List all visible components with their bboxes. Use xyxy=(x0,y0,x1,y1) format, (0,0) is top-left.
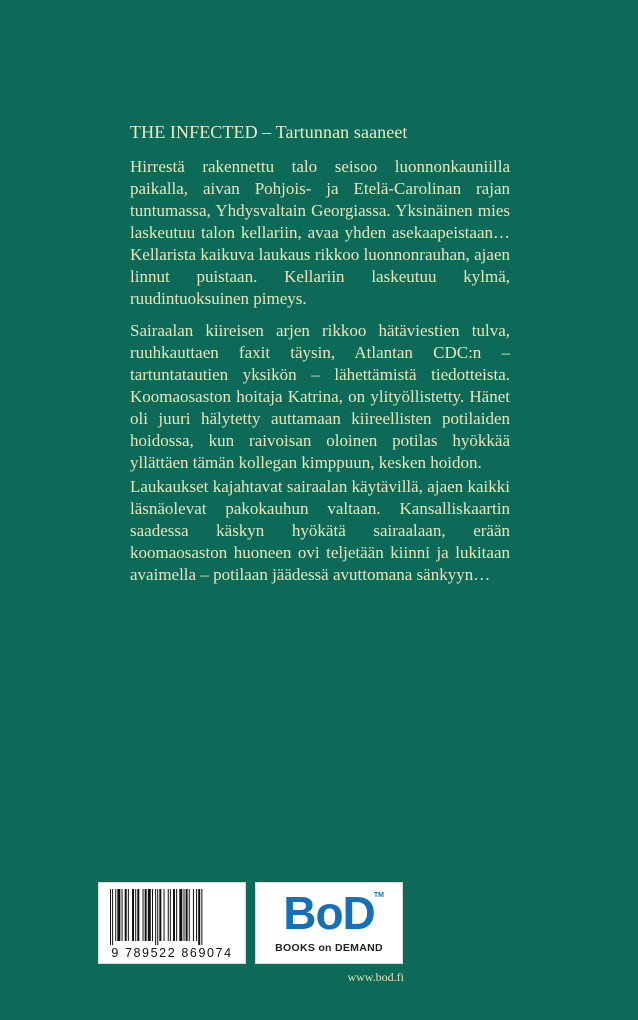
barcode-bar xyxy=(117,889,120,941)
barcode-bar xyxy=(176,889,177,941)
barcode-bar xyxy=(148,889,151,941)
barcode-bar xyxy=(170,889,171,941)
barcode-bar xyxy=(198,889,200,945)
barcode-bar xyxy=(201,889,202,945)
barcode-bar xyxy=(137,889,139,941)
publisher-tagline: BOOKS on DEMAND xyxy=(275,942,383,954)
barcode-bars xyxy=(108,889,238,945)
barcode-bar xyxy=(110,889,111,945)
barcode-bar xyxy=(128,889,129,941)
barcode-bar xyxy=(159,889,161,941)
barcode-bar xyxy=(115,889,116,941)
barcode-bar xyxy=(135,889,136,941)
barcode-bar xyxy=(122,889,123,941)
barcode-bar xyxy=(193,889,194,941)
book-title: THE INFECTED – Tartunnan saaneet xyxy=(130,122,408,142)
blurb-paragraph-2: Sairaalan kiireisen arjen rikkoo hätäviestien tulva, ruuhkauttaen faxit täysin, Atlantan CDC:n – tartuntatautien yksikön – lähettämistä tiedotteista. Koomaosaston hoitaja Katrina, on ylityöllistetty. Hänet oli juuri hälytetty auttamaan kiireellisten potilaiden hoidossa, kun raivoisan oloinen potilas hyökkää yllättäen tämän kollegan kimppuun, kesken hoidon. xyxy=(130,321,510,472)
barcode-bar xyxy=(186,889,188,941)
barcode-bar xyxy=(152,889,153,941)
barcode-bar xyxy=(125,889,127,941)
barcode-bar xyxy=(155,889,156,945)
barcode-bar xyxy=(157,889,158,945)
barcode-bar xyxy=(184,889,185,941)
barcode-bar xyxy=(164,889,165,941)
barcode-number: 9 789522 869074 xyxy=(111,946,233,960)
publisher-logo-box xyxy=(255,882,403,964)
trademark-mark: TM xyxy=(373,892,384,899)
barcode-bar xyxy=(168,889,169,941)
barcode-bar xyxy=(196,889,197,941)
bod-logo: BoD xyxy=(283,887,375,939)
barcode-bar xyxy=(173,889,175,941)
isbn-barcode xyxy=(98,882,246,964)
barcode-bar xyxy=(132,889,134,941)
blurb-paragraph-1: Hirrestä rakennettu talo seisoo luonnonkauniilla paikalla, aivan Pohjois- ja Etelä-Carolinan rajan tuntumassa, Yhdysvaltain Georgiassa. Yksinäinen mies laskeutuu talon kellariin, avaa yhden asekaapeistaan… Kellarista kaikuva laukaus rikkoo luonnonrauhan, ajaen linnut puistaan. Kellariin laskeutuu kylmä, ruudintuoksuinen pimeys. xyxy=(130,157,510,308)
barcode-bar xyxy=(189,889,190,941)
barcode-bar xyxy=(143,889,144,941)
barcode-bar xyxy=(179,889,182,941)
publisher-url[interactable]: www.bod.fi xyxy=(347,970,404,984)
barcode-bar xyxy=(145,889,147,941)
blurb-paragraph-3: Laukaukset kajahtavat sairaalan käytävillä, ajaen kaikki läsnäolevat pakokauhun valtaan. Kansalliskaartin saadessa käskyn hyökätä sairaalaan, erään koomaosaston huoneen ovi teljetään kiinni ja lukitaan avaimella – potilaan jäädessä avuttomana sänkyyn… xyxy=(130,477,510,584)
barcode-bar xyxy=(112,889,113,945)
